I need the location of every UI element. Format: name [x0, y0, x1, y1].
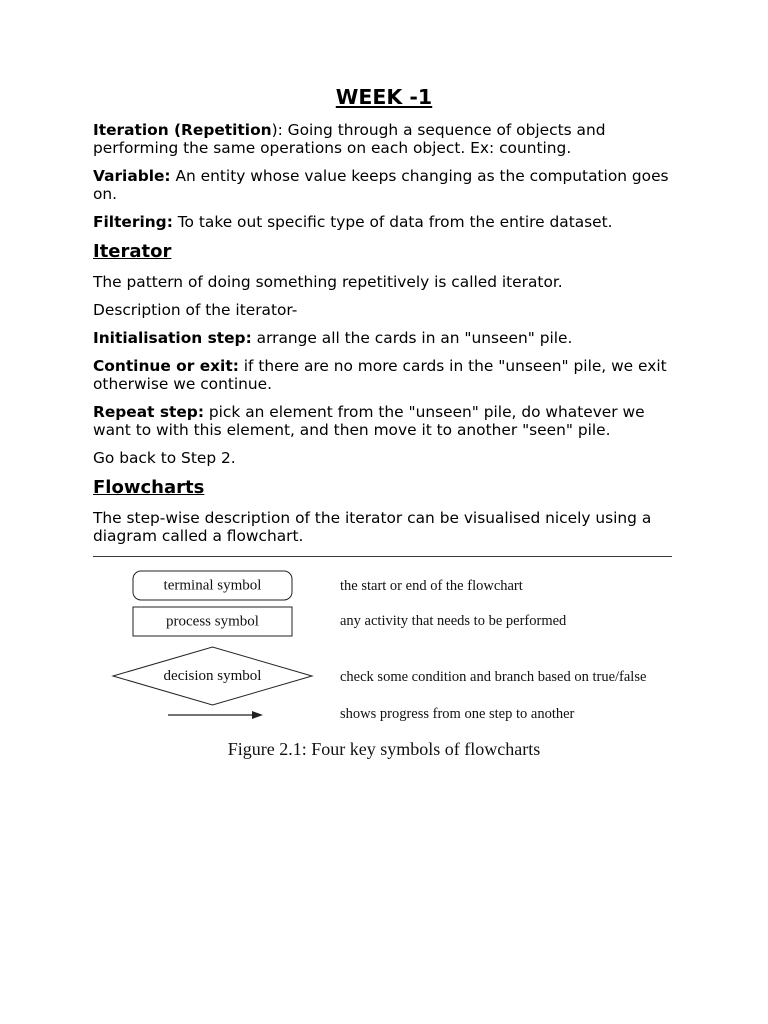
definition-filtering — [93, 213, 679, 231]
step-term: Continue or exit: — [93, 357, 239, 375]
step-term: Initialisation step: — [93, 329, 252, 347]
document-body — [93, 121, 679, 770]
definition-text: To take out specific type of data from the entire dataset. — [177, 213, 613, 231]
page-title: WEEK -1 — [335, 85, 433, 109]
terminal-symbol-description: the start or end of the flowchart — [340, 578, 523, 594]
section-heading-flowcharts: Flowcharts — [93, 477, 205, 498]
definition-term: Iteration (Repetition — [93, 121, 272, 139]
iterator-closing: Go back to Step 2. — [93, 449, 236, 467]
definition-iteration — [93, 121, 679, 157]
process-symbol-label: process symbol — [166, 613, 259, 630]
decision-symbol-label: decision symbol — [163, 668, 262, 684]
definition-variable — [93, 167, 679, 203]
flowchart-symbols-figure — [93, 557, 672, 770]
process-symbol-description: any activity that needs to be performed — [340, 613, 567, 629]
figure-caption: Figure 2.1: Four key symbols of flowcharts — [227, 739, 541, 759]
terminal-symbol-label: terminal symbol — [163, 577, 262, 594]
step-initialisation — [93, 329, 679, 347]
section-heading-iterator: Iterator — [93, 241, 172, 262]
definition-term: Filtering: — [93, 213, 173, 231]
step-continue-or-exit — [93, 357, 679, 393]
step-term: Repeat step: — [93, 403, 204, 421]
flow-arrow-icon — [168, 711, 263, 719]
definition-term: Variable: — [93, 167, 171, 185]
flowcharts-intro: The step-wise description of the iterator can be visualised nicely using a diagram called a flowchart. — [93, 509, 652, 545]
decision-symbol-description: check some condition and branch based on true/false — [340, 669, 647, 685]
definition-text: An entity whose value keeps changing as the computation goes on. — [93, 167, 669, 203]
step-repeat — [93, 403, 679, 439]
step-text: if there are no more cards in the "unseen" pile, we exit otherwise we continue. — [93, 357, 667, 393]
flow-arrow-description: shows progress from one step to another — [340, 706, 575, 722]
step-text: pick an element from the "unseen" pile, do whatever we want to with this element, and then move it to another "seen" pile. — [93, 403, 645, 439]
step-text: arrange all the cards in an "unseen" pile. — [256, 329, 573, 347]
definition-text: ): Going through a sequence of objects and performing the same operations on each object. Ex: counting. — [93, 121, 606, 157]
iterator-description-label: Description of the iterator- — [93, 301, 298, 319]
iterator-intro: The pattern of doing something repetitively is called iterator. — [93, 273, 563, 291]
